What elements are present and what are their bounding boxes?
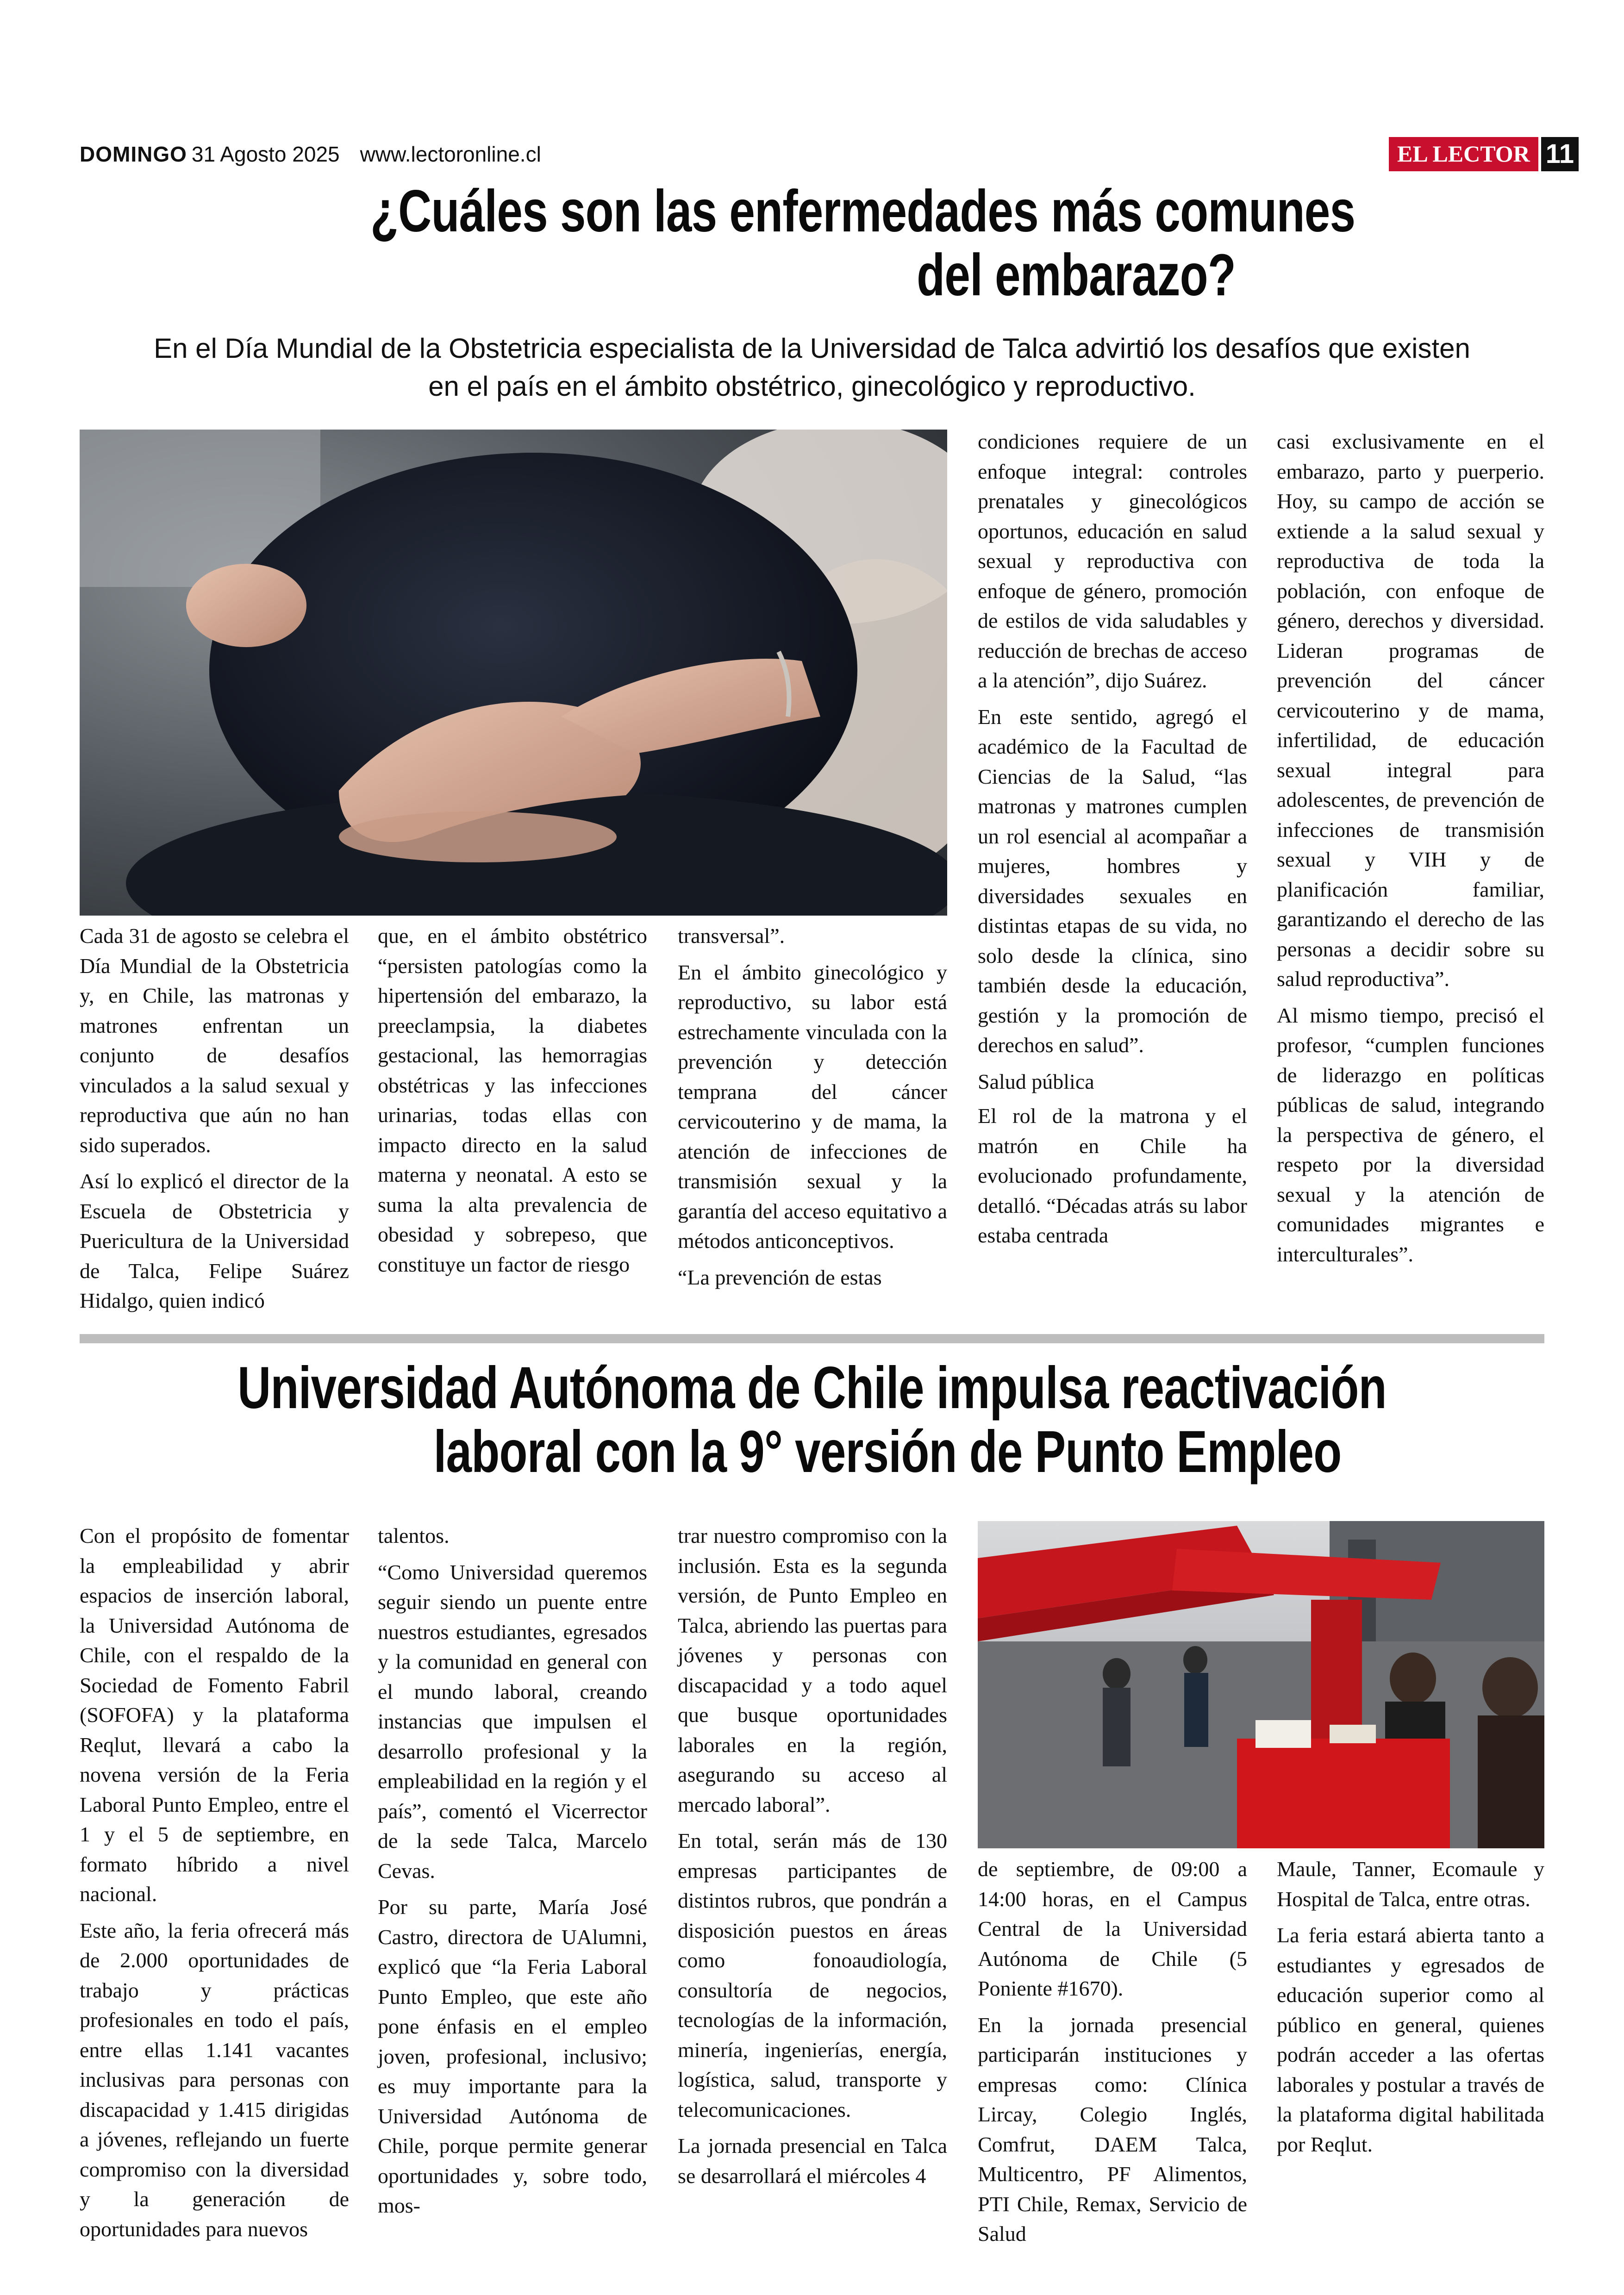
article2-column-2	[378, 1521, 647, 2227]
article2-column-3	[678, 1521, 947, 2197]
paragraph: La jornada presencial en Talca se desarrollará el miércoles 4	[678, 2134, 947, 2188]
paragraph: que, en el ámbito obstétrico “persisten patologías como la hipertensión del embarazo, la preeclampsia, la diabetes gestacional, las hemorragias obstétricas y las infecciones urinarias, todas ellas con impacto directo en la salud materna y neonatal. A esto se suma la alta prevalencia de obesidad y sobrepeso, que constituye un factor de riesgo	[378, 924, 647, 1276]
article1-subtitle	[80, 330, 1544, 405]
header-url[interactable]: www.lectoronline.cl	[360, 142, 541, 166]
paragraph: de septiembre, de 09:00 a 14:00 horas, en el Campus Central de la Universidad Autónoma de Chile (5 Poniente #1670).	[978, 1857, 1247, 2000]
article1-title	[80, 180, 1544, 307]
article1-column-1	[80, 921, 349, 1322]
paragraph: Con el propósito de fomentar la empleabilidad y abrir espacios de inserción laboral, la Universidad Autónoma de Chile, con el respaldo de la Sociedad de Fomento Fabril (SOFOFA) y la plataforma Reqlut, llevará a cabo la novena versión de la Feria Laboral Punto Empleo, entre el 1 y el 5 de septiembre, en formato híbrido a nivel nacional.	[80, 1524, 349, 1906]
page-number: 11	[1541, 137, 1579, 171]
article1-title-line1: ¿Cuáles son las enfermedades más comunes	[370, 178, 1355, 244]
article1-column-4	[978, 427, 1247, 1257]
paragraph: Al mismo tiempo, precisó el profesor, “cumplen funciones de liderazgo en políticas públicas de salud, integrando la perspectiva de género, el respeto por la diversidad sexual y la atención de comunidades migrantes e interculturales”.	[1277, 1003, 1544, 1266]
article1-title-line2: del embarazo?	[916, 242, 1236, 308]
article2-title-line2: laboral con la 9° versión de Punto Empleo	[433, 1419, 1341, 1485]
paragraph: Maule, Tanner, Ecomaule y Hospital de Talca, entre otras.	[1277, 1857, 1544, 1911]
article1-column-3	[678, 921, 947, 1299]
pregnancy-photo	[80, 430, 947, 916]
paragraph: En la jornada presencial participarán instituciones y empresas como: Clínica Lircay, Colegio Inglés, Comfrut, DAEM Talca, Multicentro, PF Alimentos, PTI Chile, Remax, Servicio de Salud	[978, 2013, 1247, 2245]
article2-title-line1: Universidad Autónoma de Chile impulsa reactivación	[237, 1355, 1387, 1421]
paragraph: Por su parte, María José Castro, directora de UAlumni, explicó que “la Feria Laboral Punto Empleo, que este año pone énfasis en el empleo joven, profesional, inclusivo; es muy importante para la Universidad Autónoma de Chile, porque permite generar oportunidades y, sobre todo, mos-	[378, 1895, 647, 2217]
paragraph: Así lo explicó el director de la Escuela de Obstetricia y Puericultura de la Universidad de Talca, Felipe Suárez Hidalgo, quien indicó	[80, 1169, 349, 1312]
paragraph: Este año, la feria ofrecerá más de 2.000 oportunidades de trabajo y prácticas profesionales en todo el país, entre ellas 1.141 vacantes inclusivas para personas con discapacidad y 1.415 dirigidas a jóvenes, reflejando un fuerte compromiso con la diversidad y la generación de oportunidades para nuevos	[80, 1918, 349, 2241]
paragraph: Cada 31 de agosto se celebra el Día Mundial de la Obstetricia y, en Chile, las matronas y matrones enfrentan un conjunto de desafíos vinculados a la salud sexual y reproductiva que aún no han sido superados.	[80, 924, 349, 1157]
paragraph: En este sentido, agregó el académico de la Facultad de Ciencias de la Salud, “las matronas y matrones cumplen un rol esencial al acompañar a mujeres, hombres y diversidades sexuales en distintas etapas de su vida, no solo desde la clínica, sino también desde la educación, gestión y la promoción de derechos en salud”.	[978, 705, 1247, 1057]
header-day: DOMINGO	[80, 142, 187, 166]
article1-column-5	[1277, 427, 1544, 1276]
paragraph: casi exclusivamente en el embarazo, parto y puerperio. Hoy, su campo de acción se extiende a la salud sexual y reproductiva de toda la población, con enfoque de género, derechos y diversidad. Lideran programas de prevención del cáncer cervicouterino y de mama, infertilidad, de educación sexual integral para adolescentes, de prevención de infecciones de transmisión sexual y VIH y de planificación familiar, garantizando el derecho de las personas a decidir sobre su salud reproductiva”.	[1277, 430, 1544, 991]
newspaper-logo	[1389, 137, 1579, 171]
paragraph: La feria estará abierta tanto a estudiantes y egresados de educación superior como al público en general, quienes podrán acceder a las ofertas laborales y postular a través de la plataforma digital habilitada por Reqlut.	[1277, 1923, 1544, 2156]
article2-column-4	[978, 1854, 1247, 2256]
article1-subtitle-line1: En el Día Mundial de la Obstetricia especialista de la Universidad de Talca advirtió los desafíos que existen	[154, 333, 1470, 364]
paragraph: condiciones requiere de un enfoque integral: controles prenatales y ginecológicos oportunos, educación en salud sexual y reproductiva con enfoque de género, promoción de estilos de vida saludables y reducción de brechas de acceso a la atención”, dijo Suárez.	[978, 430, 1247, 692]
subheading-salud-publica: Salud pública	[978, 1069, 1094, 1093]
article1-subtitle-line2: en el país en el ámbito obstétrico, ginecológico y reproductivo.	[428, 371, 1196, 402]
paragraph: transversal”.	[678, 924, 785, 948]
paragraph: En total, serán más de 130 empresas participantes de distintos rubros, que pondrán a disposición puestos en áreas como fonoaudiología, consultoría de negocios, tecnologías de la información, minería, ingenierías, energía, logística, salud, transporte y telecomunicaciones.	[678, 1829, 947, 2121]
article2-column-5	[1277, 1854, 1544, 2166]
paragraph: talentos.	[378, 1524, 450, 1547]
page-header	[80, 142, 541, 169]
job-fair-photo	[978, 1521, 1544, 1848]
job-fair-photo-image	[978, 1521, 1544, 1848]
header-date: 31 Agosto 2025	[191, 142, 340, 166]
paragraph: “Como Universidad queremos seguir siendo un puente entre nuestros estudiantes, egresados y la comunidad en general con el mundo laboral, creando instancias que impulsen el desarrollo profesional y la empleabilidad en la región y el país”, comentó el Vicerrector de la sede Talca, Marcelo Cevas.	[378, 1560, 647, 1883]
paragraph: trar nuestro compromiso con la inclusión. Esta es la segunda versión, de Punto Empleo en Talca, abriendo las puertas para jóvenes y personas con discapacidad y a todo aquel que busque oportunidades laborales en la región, asegurando su acceso al mercado laboral”.	[678, 1524, 947, 1816]
section-divider	[80, 1334, 1544, 1343]
article2-column-1	[80, 1521, 349, 2251]
article1-column-2	[378, 921, 647, 1286]
paragraph: En el ámbito ginecológico y reproductivo, su labor está estrechamente vinculada con la prevención y detección temprana del cáncer cervicouterino y de mama, la atención de infecciones de transmisión sexual y la garantía del acceso equitativo a métodos anticonceptivos.	[678, 960, 947, 1253]
paragraph: El rol de la matrona y el matrón en Chile ha evolucionado profundamente, detalló. “Décadas atrás su labor estaba centrada	[978, 1104, 1247, 1247]
logo-name: EL LECTOR	[1389, 137, 1538, 171]
pregnancy-photo-image	[80, 430, 947, 916]
article2-title	[80, 1356, 1544, 1484]
paragraph: “La prevención de estas	[678, 1265, 882, 1289]
